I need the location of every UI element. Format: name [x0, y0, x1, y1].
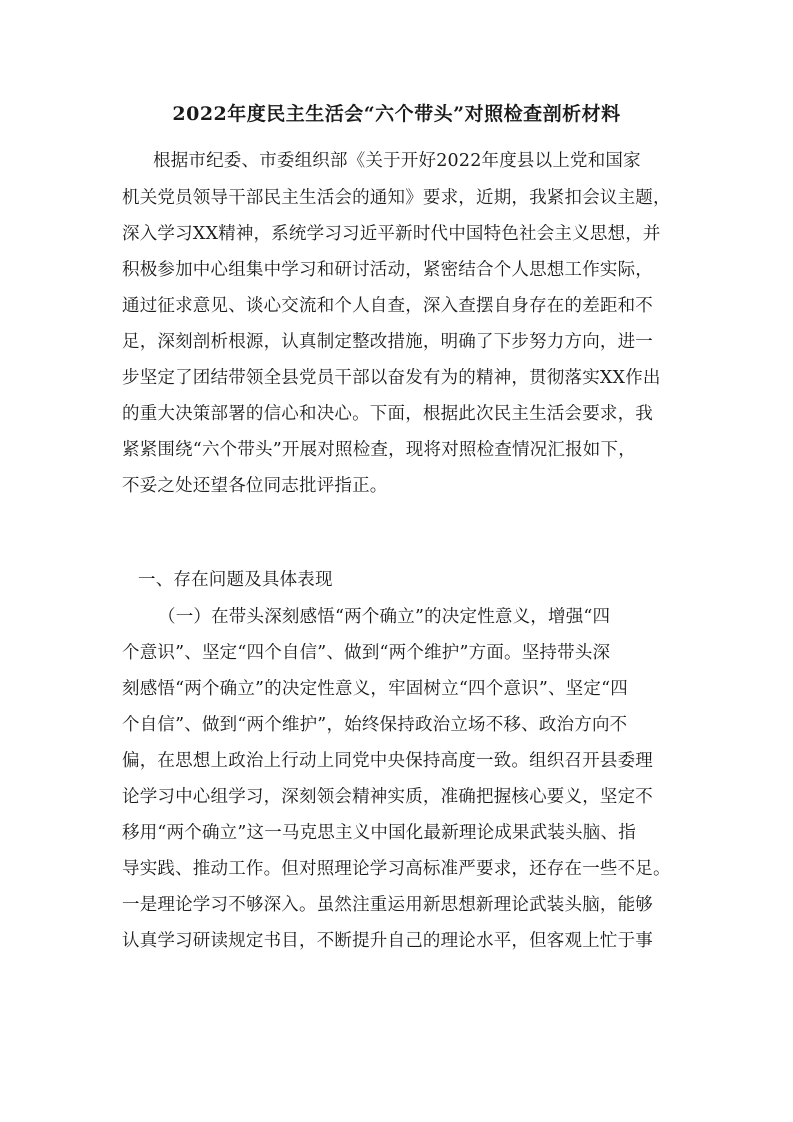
section-line: 个意识”、坚定“四个自信”、做到“两个维护”方面。坚持带头深 — [122, 643, 611, 663]
section-line: 认真学习研读规定书目，不断提升自己的理论水平，但客观上忙于事 — [122, 931, 653, 951]
section-line: 一是理论学习不够深入。虽然注重运用新思想新理论武装头脑，能够 — [122, 895, 653, 915]
intro-line: 根据市纪委、市委组织部《关于开好2022年度县以上党和国家 — [153, 151, 641, 171]
intro-line: 深入学习XX精神，系统学习习近平新时代中国特色社会主义思想，并 — [122, 224, 661, 244]
section-heading: 一、存在问题及具体表现 — [138, 570, 333, 590]
section-line: 论学习中心组学习，深刻领会精神实质，准确把握核心要义，坚定不 — [122, 787, 653, 807]
intro-line: 紧紧围绕“六个带头”开展对照检查，现将对照检查情况汇报如下， — [122, 440, 636, 460]
intro-line: 积极参加中心组集中学习和研讨活动，紧密结合个人思想工作实际， — [122, 260, 653, 280]
intro-line: 的重大决策部署的信心和决心。下面，根据此次民主生活会要求，我 — [122, 404, 653, 424]
intro-line: 步坚定了团结带领全县党员干部以奋发有为的精神，贯彻落实XX作出 — [122, 368, 661, 388]
intro-line: 通过征求意见、谈心交流和个人自查，深入查摆自身存在的差距和不 — [122, 296, 653, 316]
intro-line: 足，深刻剖析根源，认真制定整改措施，明确了下步努力方向，进一 — [122, 332, 653, 352]
section-line: 刻感悟“两个确立”的决定性意义，牢固树立“四个意识”、坚定“四 — [122, 679, 628, 699]
section-line: 导实践、推动工作。但对照理论学习高标准严要求，还存在一些不足。 — [122, 859, 671, 879]
section-line: 个自信”、做到“两个维护”，始终保持政治立场不移、政治方向不 — [122, 715, 628, 735]
document-title: 2022年度民主生活会“六个带头”对照检查剖析材料 — [172, 103, 621, 125]
section-line: 移用“两个确立”这一马克思主义中国化最新理论成果武装头脑、指 — [122, 823, 636, 843]
section-line: （一）在带头深刻感悟“两个确立”的决定性意义，增强“四 — [158, 607, 611, 627]
intro-line: 不妥之处还望各位同志批评指正。 — [122, 476, 388, 496]
section-line: 偏，在思想上政治上行动上同党中央保持高度一致。组织召开县委理 — [122, 751, 653, 771]
intro-line: 机关党员领导干部民主生活会的通知》要求，近期，我紧扣会议主题， — [122, 188, 671, 208]
